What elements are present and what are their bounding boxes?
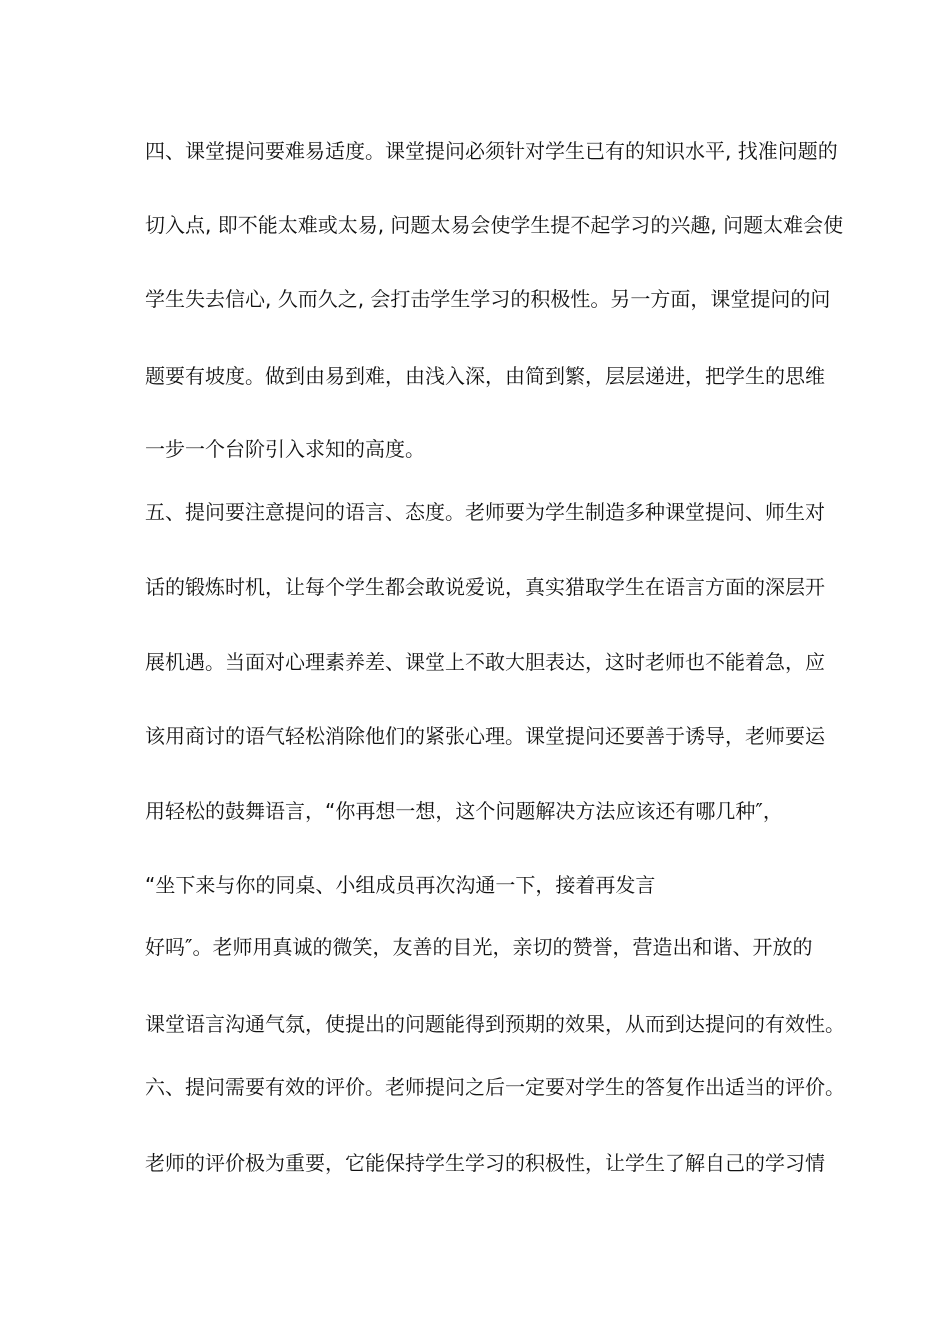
text-line: 展机遇。当面对心理素养差、课堂上不敢大胆表达，这时老师也不能着急，应 (145, 650, 825, 674)
text-line: 一步一个台阶引入求知的高度。 (145, 437, 425, 461)
text-line: 六、提问需要有效的评价。老师提问之后一定要对学生的答复作出适当的评价。 (145, 1075, 845, 1099)
text-line: 用轻松的鼓舞语言，“你再想一想，这个问题解决方法应该还有哪几种″， (145, 799, 783, 823)
text-line: “坐下来与你的同桌、小组成员再次沟通一下，接着再发言 (145, 873, 656, 897)
text-line: 五、提问要注意提问的语言、态度。老师要为学生制造多种课堂提问、师生对 (145, 500, 825, 524)
text-line: 该用商讨的语气轻松消除他们的紧张心理。课堂提问还要善于诱导，老师要运 (145, 724, 825, 748)
text-line: 题要有坡度。做到由易到难，由浅入深，由简到繁，层层递进，把学生的思维 (145, 364, 825, 388)
text-line: 好吗″。老师用真诚的微笑，友善的目光，亲切的赞誉，营造出和谐、开放的 (145, 935, 813, 959)
text-line: 四、课堂提问要难易适度。课堂提问必须针对学生已有的知识水平, 找准问题的 (145, 139, 838, 163)
text-line: 课堂语言沟通气氛，使提出的问题能得到预期的效果，从而到达提问的有效性。 (145, 1012, 845, 1036)
text-line: 学生失去信心, 久而久之, 会打击学生学习的积极性。另一方面，课堂提问的问 (145, 287, 831, 311)
text-line: 老师的评价极为重要，它能保持学生学习的积极性，让学生了解自己的学习情 (145, 1151, 825, 1175)
text-line: 切入点, 即不能太难或太易, 问题太易会使学生提不起学习的兴趣, 问题太难会使 (145, 213, 844, 237)
text-line: 话的锻炼时机，让每个学生都会敢说爱说，真实猎取学生在语言方面的深层开 (145, 575, 825, 599)
